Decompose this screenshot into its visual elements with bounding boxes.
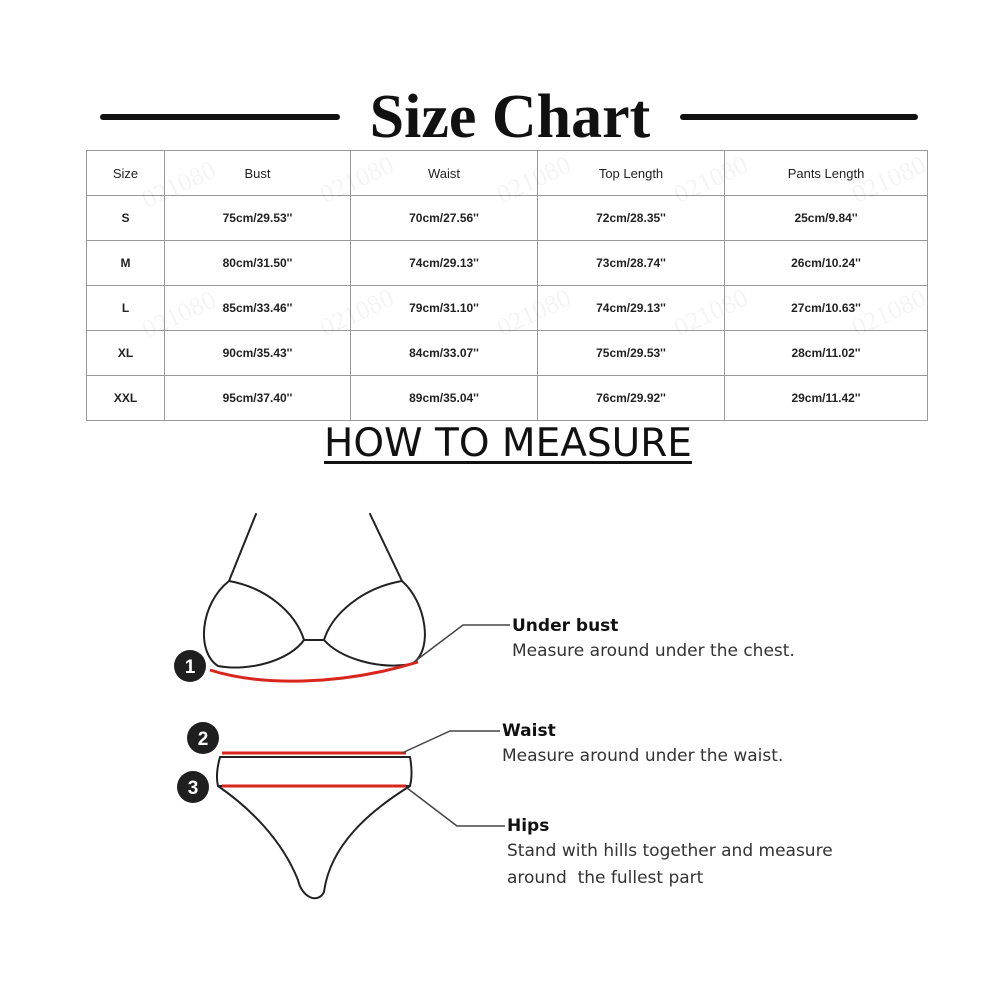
under-bust-pointer [414, 625, 510, 662]
bikini-top-illustration [204, 514, 425, 668]
cell-top-length: 75cm/29.53'' [538, 331, 725, 376]
under-bust-desc: Measure around under the chest. [512, 641, 795, 661]
cell-waist: 79cm/31.10'' [351, 286, 538, 331]
right-cup [324, 581, 425, 666]
cell-pants-length: 29cm/11.42'' [725, 376, 928, 421]
waist-label [502, 719, 783, 770]
header-size: Size [87, 151, 165, 196]
cell-size: L [87, 286, 165, 331]
cell-bust: 85cm/33.46'' [165, 286, 351, 331]
cell-bust: 90cm/35.43'' [165, 331, 351, 376]
under-bust-title: Under bust [512, 616, 619, 636]
waist-pointer [402, 731, 500, 753]
cell-bust: 75cm/29.53'' [165, 196, 351, 241]
cell-pants-length: 26cm/10.24'' [725, 241, 928, 286]
waistband [217, 757, 412, 786]
cell-size: M [87, 241, 165, 286]
cell-size: XXL [87, 376, 165, 421]
number-badge-1-text: 1 [184, 657, 196, 678]
header-top-length: Top Length [538, 151, 725, 196]
hips-title: Hips [507, 816, 550, 836]
how-to-measure-text: HOW TO MEASURE [324, 421, 692, 466]
cell-top-length: 74cm/29.13'' [538, 286, 725, 331]
right-strap [370, 514, 402, 581]
cell-waist: 84cm/33.07'' [351, 331, 538, 376]
header-pants-length: Pants Length [725, 151, 928, 196]
hips-desc-line-2: around the fullest part [507, 868, 704, 888]
cell-top-length: 72cm/28.35'' [538, 196, 725, 241]
left-strap [229, 514, 256, 581]
header-waist: Waist [351, 151, 538, 196]
hips-label [507, 814, 833, 892]
cell-size: XL [87, 331, 165, 376]
cell-pants-length: 28cm/11.02'' [725, 331, 928, 376]
cell-waist: 70cm/27.56'' [351, 196, 538, 241]
cell-pants-length: 27cm/10.63'' [725, 286, 928, 331]
cell-bust: 95cm/37.40'' [165, 376, 351, 421]
cell-size: S [87, 196, 165, 241]
page-title: Size Chart [369, 83, 651, 151]
cell-bust: 80cm/31.50'' [165, 241, 351, 286]
under-bust-label [512, 614, 795, 665]
bottom-body [218, 786, 410, 898]
header-bust: Bust [165, 151, 351, 196]
waist-desc: Measure around under the waist. [502, 746, 784, 766]
bikini-bottom-illustration [217, 757, 412, 898]
cell-waist: 89cm/35.04'' [351, 376, 538, 421]
cell-top-length: 76cm/29.92'' [538, 376, 725, 421]
hips-desc-line-1: Stand with hills together and measure [507, 841, 833, 861]
hips-pointer [407, 788, 505, 826]
cell-waist: 74cm/29.13'' [351, 241, 538, 286]
cell-top-length: 73cm/28.74'' [538, 241, 725, 286]
waist-title: Waist [502, 721, 556, 741]
left-cup [204, 581, 304, 668]
number-badge-3-text: 3 [187, 778, 199, 799]
number-badge-2-text: 2 [197, 729, 209, 750]
cell-pants-length: 25cm/9.84'' [725, 196, 928, 241]
